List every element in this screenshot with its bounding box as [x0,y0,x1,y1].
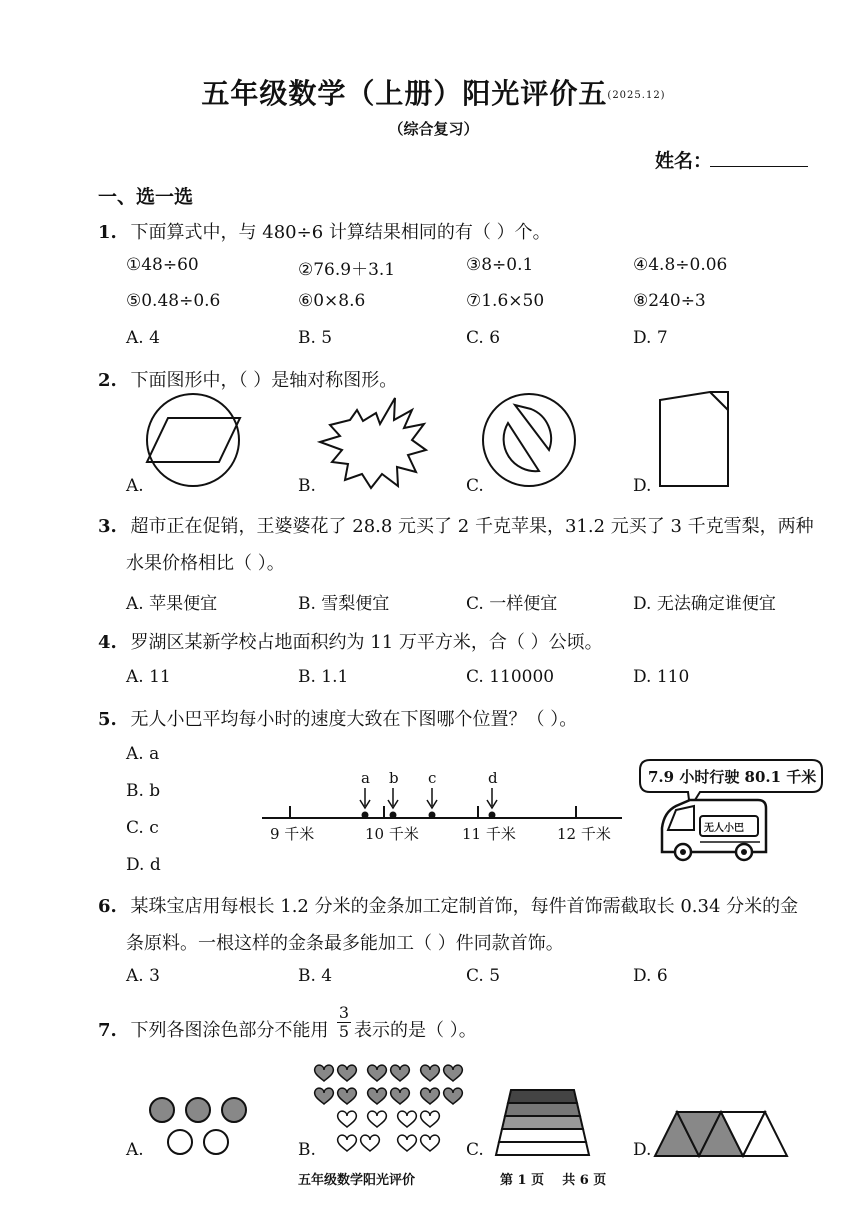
q3-option-d[interactable]: D. 无法确定谁便宜 [633,594,776,614]
q7-option-c[interactable]: C. [466,1140,484,1160]
q1-item: ⑤0.48÷0.6 [126,291,221,311]
bus-label: 无人小巴 [704,823,744,834]
q4-option-b[interactable]: B. 1.1 [298,667,349,687]
question-text: 某珠宝店用每根长 1.2 分米的金条加工定制首饰，每件首饰需截取长 0.34 分米的金 [130,896,799,917]
q6-option-c[interactable]: C. 5 [466,966,501,986]
title-text: 五年级数学（上册）阳光评价五 [201,77,608,110]
question-number: 6. [98,896,117,917]
question-text: 下面算式中，与 480÷6 计算结果相同的有（ ）个。 [130,222,551,243]
question-number: 3. [98,516,117,537]
q7-option-b[interactable]: B. [298,1140,316,1160]
name-label: 姓名： [655,150,713,172]
q2-option-c[interactable]: C. [466,476,484,496]
tick-label: 12 千米 [557,825,611,843]
q5-option-a[interactable]: A. a [126,744,160,764]
point-label: d [488,769,498,787]
question-text-after: 表示的是（ ）。 [354,1020,477,1041]
q1-option-b[interactable]: B. 5 [298,328,333,348]
q6-option-b[interactable]: B. 4 [298,966,333,986]
tick-label: 9 千米 [270,825,315,843]
q4-option-c[interactable]: C. 110000 [466,667,555,687]
fraction-denominator: 5 [338,1022,350,1041]
q2-option-b[interactable]: B. [298,476,316,496]
point-label: b [389,769,399,787]
hearts-figure [315,1065,463,1151]
question-number: 7. [98,1020,117,1041]
title-date: (2025.12) [607,90,666,101]
question-number: 4. [98,632,117,653]
q4-option-d[interactable]: D. 110 [633,667,690,687]
question-text: 下面图形中，（ ）是轴对称图形。 [130,370,398,391]
page-subtitle: （综合复习） [388,120,479,138]
question-number: 5. [98,709,117,730]
question-text: 下列各图涂色部分不能用 [130,1020,329,1041]
q1-item: ⑧240÷3 [633,291,706,311]
tick-label: 11 千米 [462,825,516,843]
q6-option-a[interactable]: A. 3 [126,966,160,986]
question-number: 1. [98,222,117,243]
q4-option-a[interactable]: A. 11 [126,667,171,687]
q1-item: ⑥0×8.6 [298,291,366,311]
q6-option-d[interactable]: D. 6 [633,966,668,986]
q7-option-d[interactable]: D. [633,1140,652,1160]
question-number: 2. [98,370,117,391]
q1-item: ②76.9＋3.1 [298,260,396,280]
q1-item: ⑦1.6×50 [466,291,545,311]
question-text: 无人小巴平均每小时的速度大致在下图哪个位置？（ ）。 [130,709,578,730]
tick-label: 10 千米 [365,825,419,843]
question-text-continued: 条原料。一根这样的金条最多能加工（ ）件同款首饰。 [126,933,564,954]
fraction-numerator: 3 [338,1003,350,1022]
q3-option-b[interactable]: B. 雪梨便宜 [298,594,390,614]
circles-figure [150,1098,246,1154]
section-title: 一、选一选 [98,186,194,208]
q1-option-a[interactable]: A. 4 [126,328,160,348]
q5-option-d[interactable]: D. d [126,855,161,875]
question-text-continued: 水果价格相比（ ）。 [126,553,285,574]
q2-option-d[interactable]: D. [633,476,652,496]
q3-option-c[interactable]: C. 一样便宜 [466,594,558,614]
footer-title: 五年级数学阳光评价 [298,1173,416,1188]
q1-item: ③8÷0.1 [466,255,534,275]
q5-option-b[interactable]: B. b [126,781,161,801]
question-text: 超市正在促销，王婆婆花了 28.8 元买了 2 千克苹果，31.2 元买了 3 千克雪梨，两种 [130,516,814,537]
q1-option-d[interactable]: D. 7 [633,328,668,348]
q1-item: ①48÷60 [126,255,199,275]
q2-option-a[interactable]: A. [126,476,144,496]
bubble-text: 7.9 小时行驶 80.1 千米 [648,768,817,786]
point-label: a [361,769,370,787]
q1-option-c[interactable]: C. 6 [466,328,501,348]
triangles-figure [655,1112,787,1156]
footer-page: 第 1 页 共 6 页 [500,1173,607,1188]
q3-option-a[interactable]: A. 苹果便宜 [126,594,218,614]
trapezoid-figure [496,1090,589,1155]
q7-option-a[interactable]: A. [126,1140,144,1160]
question-text: 罗湖区某新学校占地面积约为 11 万平方米，合（ ）公顷。 [130,632,603,653]
q1-item: ④4.8÷0.06 [633,255,728,275]
q5-option-c[interactable]: C. c [126,818,159,838]
point-label: c [428,769,437,787]
